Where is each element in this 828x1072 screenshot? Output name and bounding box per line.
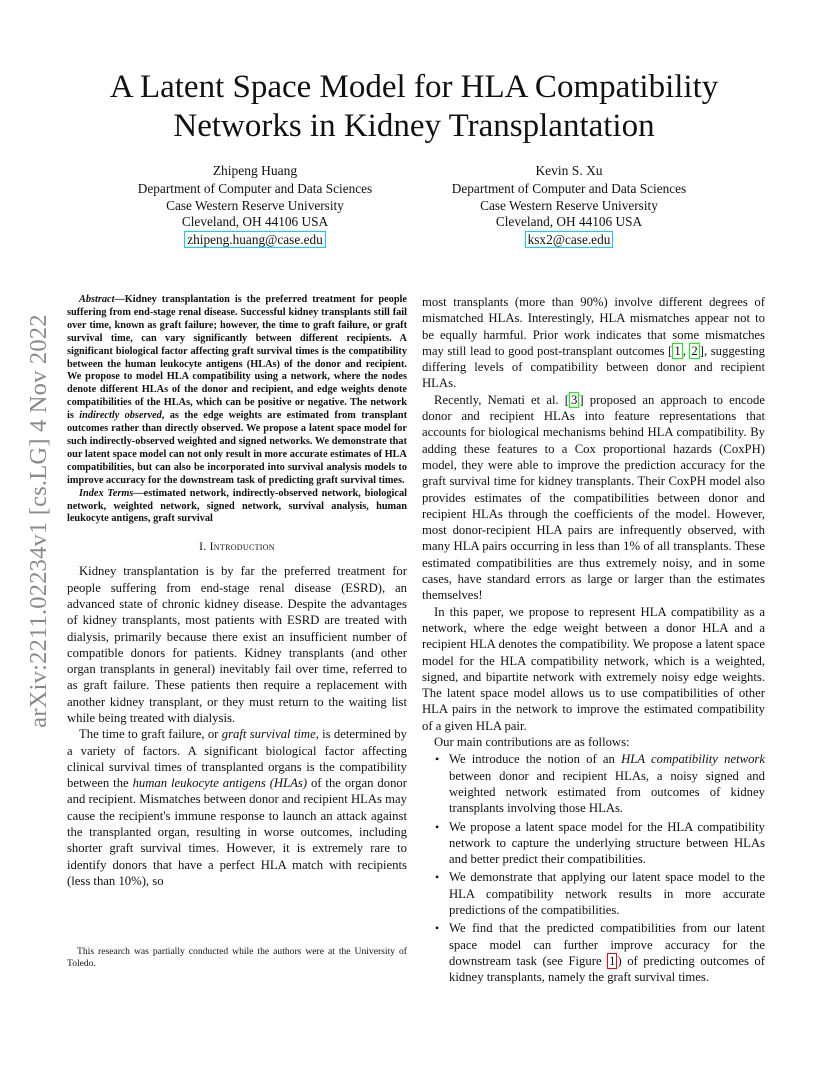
intro-p2-text-a: The time to graft failure, or [79, 727, 222, 742]
author-email-link[interactable]: ksx2@case.edu [525, 231, 614, 248]
author-dept: Department of Computer and Data Sciences [137, 180, 373, 196]
author-city: Cleveland, OH 44106 USA [181, 214, 329, 230]
contrib-1-text-b: between donor and recipient HLAs, a noisy signed and weighted network estimated from outcomes of kidney transplants involving those HLAs. [449, 768, 765, 816]
intro-p2-italic-2: human leukocyte antigens (HLAs) [132, 776, 308, 791]
intro-paragraph-2 [67, 726, 407, 889]
author-email-link[interactable]: zhipeng.huang@case.edu [184, 231, 326, 248]
list-item [422, 920, 765, 985]
author-city: Cleveland, OH 44106 USA [495, 214, 643, 230]
author-block-1 [105, 163, 405, 249]
paper-title: A Latent Space Model for HLA Compatibility Networks in Kidney Transplantation [109, 69, 719, 144]
intro-p2-italic-1: graft survival time [221, 727, 316, 742]
author-block-2 [419, 163, 719, 249]
right-p1-text-b: , suggesting differing levels of compatibility between donor and recipient HLAs. [422, 343, 765, 391]
footnote: This research was partially conducted while the authors were at the University of Toledo. [67, 946, 407, 969]
abstract-italic: indirectly observed [79, 410, 162, 422]
citation-link[interactable]: 2 [691, 343, 698, 358]
abstract-text-2: , as the edge weights are estimated from transplant outcomes rather than directly observed. We propose a latent space model for such indirectly-observed weighted and signed networks. We demonstrate that our latent space model can not only result in more accurate estimates of HLA compatibilities, but can also be incorporated into survival analysis models to improve accuracy for the downstream task of predicting graft survival times. [67, 410, 407, 486]
list-item: • We propose a latent space model for the HLA compatibility network to capture the underlying structure between HLAs and better predict their compatibilities. [422, 819, 765, 868]
intro-paragraph-1: Kidney transplantation is by far the preferred treatment for people suffering from end-stage renal disease (ESRD), an advanced state of chronic kidney disease. Despite the advantages of kidney transplants, most patients with ESRD are treated with dialysis, primarily because there exist an insufficient number of compatible donors for patients. Kidney transplants (and other organ transplants in general) inevitably fail over time, referred to as graft failure. These patients then require a replacement with another kidney transplant, or they must return to the waiting list while being treated with dialysis. [67, 564, 407, 725]
author-university: Case Western Reserve University [166, 197, 344, 213]
figure-ref-link[interactable]: 1 [609, 953, 616, 968]
right-p2-text-a: Recently, Nemati et al. [434, 392, 565, 407]
intro-p2-text-b: , is determined by a variety of factors. A significant biological factor affecting clinical survival times of transplanted organs is the compatibility between the [67, 727, 407, 791]
intro-p2-text-c: of the organ donor and recipient. Mismatches between donor and recipient HLAs may cause the recipient's immune response to launch an attack against the transplanted organ, resulting in worse outcomes, including shorter graft survival times. However, it is extremely rare to identify donors that have a perfect HLA match with recipients (less than 10%), so [67, 776, 407, 888]
citation-link[interactable]: 3 [571, 392, 578, 407]
index-terms-label: Index Terms [79, 487, 134, 499]
abstract-label: Abstract [79, 294, 115, 305]
abstract-text-1: Kidney transplantation is the preferred treatment for people suffering from end-stage renal disease. Successful kidney transplants still fail over time, known as graft failure; however, the time to graft failure, or graft survival time, can vary significantly between different recipients. A significant biological factor affecting graft survival times is the compatibility between the human leukocyte antigens (HLAs) of the donor and recipient. We propose to model HLA compatibility using a network, where the nodes denote different HLAs of the donor and recipient, and edge weights denote compatibilities of the HLAs, which can be positive or negative. The network is [67, 294, 407, 422]
index-terms-text: estimated network, indirectly-observed network, biological network, weighted network, signed network, survival analysis, human leukocyte antigens, graft survival [67, 487, 407, 525]
author-name: Zhipeng Huang [212, 163, 298, 178]
index-terms: Index Terms—estimated network, indirectly-observed network, biological network, weighted network, signed network, survival analysis, human leukocyte antigens, graft survival [67, 487, 407, 525]
right-paragraph-3: In this paper, we propose to represent HLA compatibility as a network, where the edge weight between a donor HLA and a recipient HLA denotes the compatibility. We propose a latent space model for the HLA compatibility network, which is a weighted, signed, and bipartite network with extremely noisy edge weights. The latent space model allows us to use compatibilities of other HLA pairs in the network to improve the estimated compatibility of a given HLA pair. [422, 604, 765, 733]
arxiv-identifier [22, 286, 56, 756]
author-dept: Department of Computer and Data Sciences [451, 180, 687, 196]
list-item: • We demonstrate that applying our latent space model to the HLA compatibility network results in more accurate predictions of the compatibilities. [422, 869, 765, 918]
contrib-4-text-a: We find that the predicted compatibilities from our latent space model can further improve accuracy for the downstream task (see Figure [449, 921, 765, 968]
author-name: Kevin S. Xu [535, 163, 603, 178]
contrib-4-text-b: ) of predicting outcomes of kidney transplants, namely the graft survival times. [449, 953, 765, 985]
contrib-1-italic: HLA compatibility network [621, 752, 765, 767]
right-paragraph-1: most transplants (more than 90%) involve different degrees of mismatched HLAs. Interestingly, HLA mismatches appear not to be equally harmful. Prior work indicates that some mismatches may still lead to good post-transplant outcomes [ 1 , 2 ], suggesting differing levels of compatibility between donor and recipient HLAs. [422, 295, 765, 391]
right-p1-text-a: most transplants (more than 90%) involve different degrees of mismatched HLAs. Interestingly, HLA mismatches appear not to be equally harmful. Prior work indicates that some mismatches may still lead to good post-transplant outcomes [422, 295, 765, 358]
contrib-1-text-a: We introduce the notion of an [449, 752, 622, 767]
abstract: Abstract—Kidney transplantation is the preferred treatment for people suffering from end-stage renal disease. Successful kidney transplants still fail over time, known as graft failure; however, the time to graft failure, or graft survival time, can vary significantly between different recipients. A significant biological factor affecting graft survival times is the compatibility between the human leukocyte antigens (HLAs) of the donor and recipient. We propose to model HLA compatibility using a network, where the nodes denote different HLAs of the donor and recipient, and edge weights denote compatibilities of the HLAs, which can be positive or negative. The network is indirectly observed, as the edge weights are estimated from transplant outcomes rather than directly observed. We propose a latent space model for such indirectly-observed weighted and signed networks. We demonstrate that our latent space model can not only result in more accurate estimates of HLA compatibilities, but can also be incorporated into survival analysis models to improve accuracy for the downstream task of predicting graft survival times. [67, 294, 407, 486]
author-university: Case Western Reserve University [480, 197, 658, 213]
list-item [422, 751, 765, 816]
arxiv-identifier-text: arXiv:2211.02234v1 [cs.LG] 4 Nov 2022 [25, 314, 52, 728]
right-column [422, 294, 765, 987]
citation-link[interactable]: 1 [674, 343, 681, 358]
right-p2-text-b: proposed an approach to encode donor and recipient HLAs into feature representations that accounts for biological mechanisms behind HLA compatibility. By adding these features to a Cox proportional hazards (CoxPH) model, they were able to improve the prediction accuracy for the graft survival time for kidney transplants. Their CoxPH model also provides estimates of the compatibilities between donor and recipient HLAs through the coefficients of the model. However, most donor-recipient HLA pairs are infrequently observed, with many HLA pairs occurring in less than 1% of all transplants. These estimated compatibilities are thus extremely noisy, and in some cases, have standard errors as large or larger than the estimates themselves! [422, 392, 765, 603]
left-column [67, 294, 407, 889]
section-heading-introduction: I. Introduction [199, 540, 275, 554]
right-paragraph-2: Recently, Nemati et al. [ 3 ] proposed an approach to encode donor and recipient HLAs into feature representations that accounts for biological mechanisms behind HLA compatibility. By adding these features to a Cox proportional hazards (CoxPH) model, they were able to improve the prediction accuracy for the graft survival time for kidney transplants. Their CoxPH model also provides estimates of the compatibilities between donor and recipient HLAs through the coefficients of the model. However, most donor-recipient HLA pairs are infrequently observed, with many HLA pairs occurring in less than 1% of all transplants. These estimated compatibilities are thus extremely noisy, and in some cases, have standard errors as large or larger than the estimates themselves! [422, 392, 765, 603]
right-paragraph-4: Our main contributions are as follows: [434, 735, 630, 750]
contributions-list [422, 751, 765, 985]
